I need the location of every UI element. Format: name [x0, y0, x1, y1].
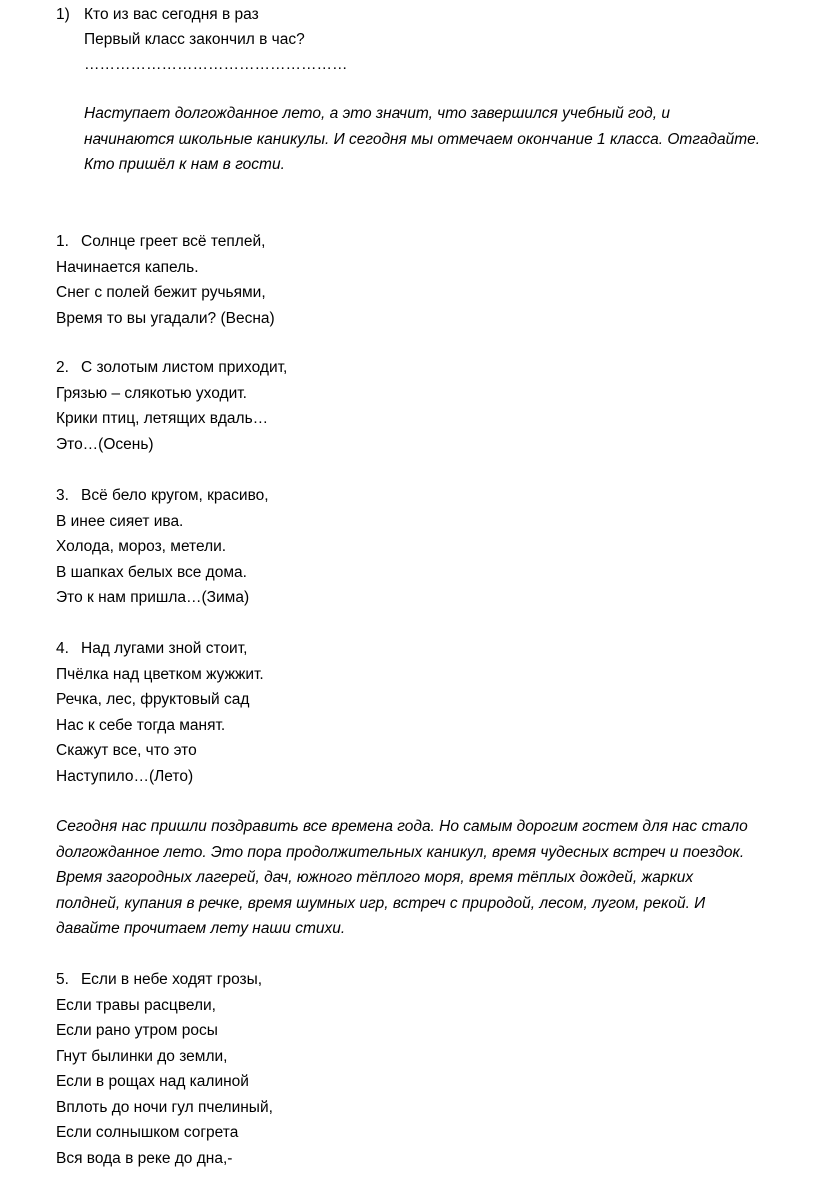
intro-line-1 — [56, 2, 796, 27]
verse-line — [56, 967, 273, 993]
verse-line: Скажут все, что это — [56, 742, 197, 759]
verse-text: С золотым листом приходит, — [81, 359, 288, 376]
intro-question — [56, 2, 796, 77]
riddle-winter — [56, 483, 269, 611]
verse-line: Нас к себе тогда манят. — [56, 716, 226, 734]
riddle-spring — [56, 229, 275, 331]
verse-line: Вплоть до ночи гул пчелиный, — [56, 1098, 273, 1116]
verse-line: Крики птиц, летящих вдаль… — [56, 410, 269, 427]
paragraph-line: давайте прочитаем лету наши стихи. — [56, 920, 346, 937]
verse-line: Наступило…(Лето) — [56, 767, 194, 785]
verse-text: Всё бело кругом, красиво, — [81, 487, 269, 504]
list-number: 1) — [56, 6, 70, 23]
intro-paragraph — [84, 101, 760, 178]
verse-line — [56, 229, 275, 255]
verse-line — [56, 355, 287, 381]
verse-text: Солнце греет всё теплей, — [81, 233, 266, 250]
poem-number: 5. — [56, 971, 69, 988]
verse-line: Если в рощах над калиной — [56, 1073, 249, 1090]
intro-line-2: Первый класс закончил в час? — [84, 31, 305, 48]
paragraph-line: полдней, купания в речке, время шумных игр, встреч с природой, лесом, лугом, рекой. И — [56, 894, 706, 912]
riddle-number: 2. — [56, 359, 69, 376]
verse-text: Над лугами зной стоит, — [81, 640, 248, 657]
riddle-summer — [56, 636, 264, 789]
verse-line: Грязью – слякотью уходит. — [56, 384, 247, 402]
paragraph-line: начинаются школьные каникулы. И сегодня мы отмечаем окончание 1 класса. Отгадайте. — [84, 130, 761, 148]
verse-line: Если солнышком согрета — [56, 1124, 239, 1141]
verse-line: Снег с полей бежит ручьями, — [56, 284, 266, 301]
verse-line: В шапках белых все дома. — [56, 563, 247, 581]
intro-text: Кто из вас сегодня в раз — [84, 6, 259, 23]
riddle-autumn — [56, 355, 287, 457]
paragraph-line: Кто пришёл к нам в гости. — [84, 156, 285, 173]
paragraph-line: Сегодня нас пришли поздравить все времена года. Но самым дорогим гостем для нас стало — [56, 818, 748, 835]
verse-line: Пчёлка над цветком жужжит. — [56, 665, 264, 683]
verse-line: Начинается капель. — [56, 258, 199, 276]
verse-line — [56, 636, 264, 662]
verse-line: Холода, мороз, метели. — [56, 538, 227, 555]
verse-line: Вся вода в реке до дна,- — [56, 1149, 233, 1167]
verse-line: Это к нам пришла…(Зима) — [56, 589, 250, 606]
riddle-number: 3. — [56, 487, 69, 504]
intro-dots: …………………………………………… — [84, 56, 348, 73]
summer-poem — [56, 967, 273, 1171]
summer-paragraph — [56, 814, 748, 942]
paragraph-line: Время загородных лагерей, дач, южного тёплого моря, время тёплых дождей, жарких — [56, 869, 694, 886]
verse-line: Это…(Осень) — [56, 435, 154, 453]
riddle-number: 1. — [56, 233, 69, 250]
paragraph-line: долгожданное лето. Это пора продолжительных каникул, время чудесных встреч и поездок. — [56, 843, 745, 861]
verse-text: Если в небе ходят грозы, — [81, 971, 263, 988]
verse-line: Гнут былинки до земли, — [56, 1047, 228, 1065]
riddle-number: 4. — [56, 640, 69, 657]
verse-line: В инее сияет ива. — [56, 512, 184, 530]
paragraph-line: Наступает долгожданное лето, а это значит, что завершился учебный год, и — [84, 105, 670, 122]
verse-line: Если травы расцвели, — [56, 996, 216, 1014]
verse-line: Речка, лес, фруктовый сад — [56, 691, 250, 708]
verse-line: Время то вы угадали? (Весна) — [56, 309, 275, 327]
verse-line — [56, 483, 269, 509]
verse-line: Если рано утром росы — [56, 1022, 218, 1039]
